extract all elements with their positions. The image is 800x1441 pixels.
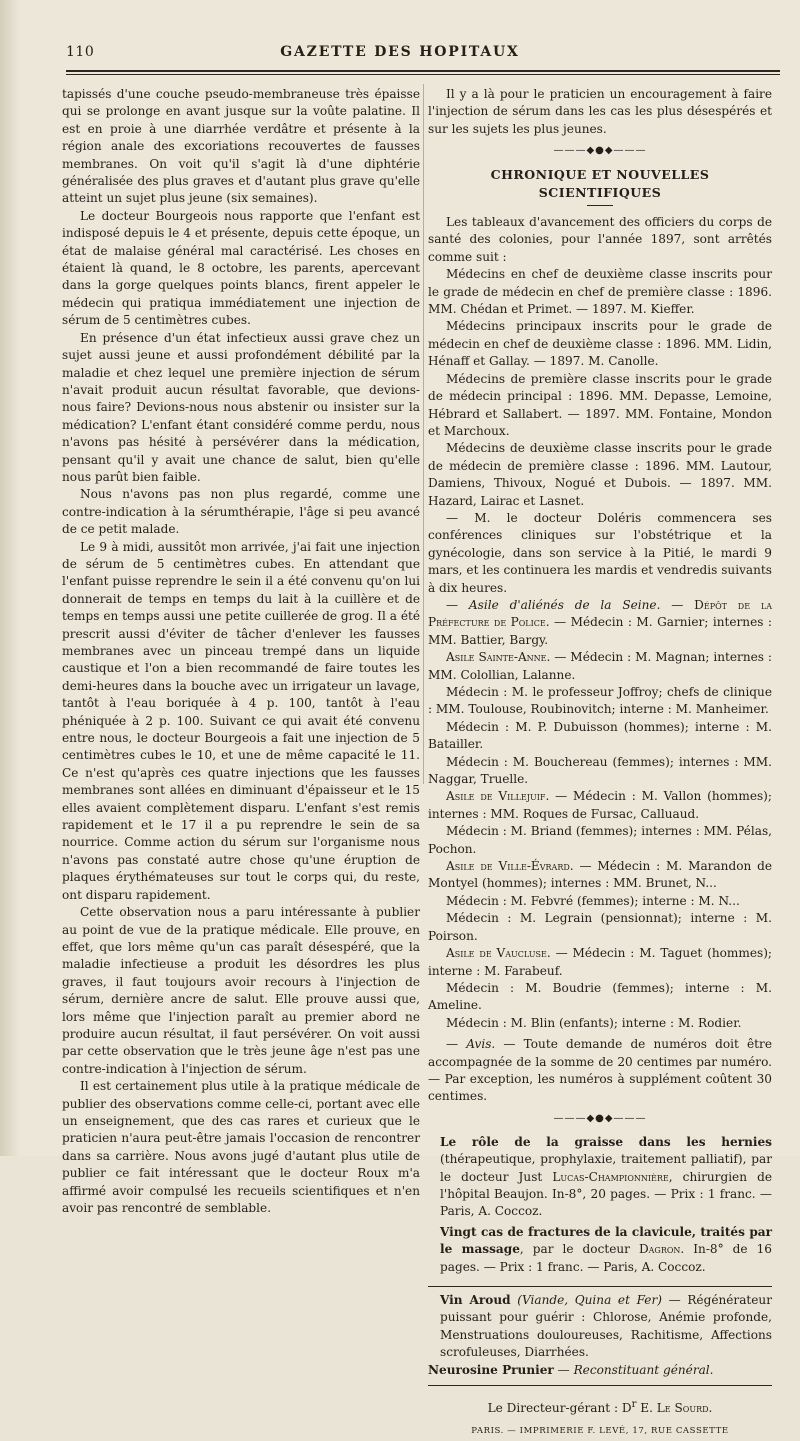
news-item: — M. le docteur Doléris commencera ses conférences cliniques sur l'obstétrique et la gynécologie, dans son service à la Pitié, le mardi 9 mars, et les continuera les mardis et vendredis suivants à dix heures.: [428, 510, 772, 595]
book-text: (thérapeutique, prophylaxie, traitement palliatif), par le docteur Just: [440, 1152, 772, 1184]
ad-product: Neurosine Prunier: [428, 1362, 554, 1377]
avis-text: — Toute demande de numéros doit être accompagnée de la somme de 20 centimes par numéro. — Par exception, les numéros à supplément coûtent 30 centimes.: [428, 1037, 772, 1104]
book-title: Le rôle de la graisse dans les hernies: [440, 1134, 772, 1149]
news-item: Les tableaux d'avancement des officiers du corps de santé des colonies, pour l'année 1897, sont arrêtés comme suit :: [428, 215, 772, 264]
article-paragraph: Le 9 à midi, aussitôt mon arrivée, j'ai fait une injection de sérum de 5 centimètres cubes. En attendant que l'enfant puisse reprendre le sein il a été convenu qu'on lui donnerait de temps en temps du lait à la cuillère et de temps en temps aussi une petite cuillerée de grog. Il a été prescrit aussi d'éviter de tâcher d'enlever les fausses membranes avec un pinceau trempé dans un liquide caustique et l'on a bien recommandé de faire toutes les demi-heures dans la bouche avec un irrigateur un lavage, tantôt à l'eau boriquée à 4 p. 100, tantôt à l'eau phéniquée à 2 p. 100. Suivant ce qui avait été convenu entre nous, le docteur Bourgeois a fait une injection de 5 centimètres cubes le 10, et une de même capacité le 11. Ce n'est qu'après ces quatre injections que les fausses membranes sont allées en diminuant d'épaisseur et le 15 elles avaient complètement disparu. L'enfant s'est remis rapidement et le 17 il a pu reprendre le sein de sa nourrice. Comme action du sérum sur l'organisme nous n'avons pas constaté autre chose qu'une éruption de plaques érythémateuses sur tout le corps qui, du reste, ont disparu rapidement.: [62, 539, 420, 902]
ad-text: — Régénérateur puissant pour guérir : Chlorose, Anémie profonde, Menstruations douloureuses, Rachitisme, Affections scrofuleuses, Diarrhées.: [440, 1293, 773, 1360]
asile-text: . — Médecin : M. Vallon (hommes); internes : MM. Roques de Fursac, Calluaud.: [428, 789, 772, 821]
asile-line: Médecin : M. Blin (enfants); interne : M. Rodier.: [446, 1015, 742, 1030]
publisher-line: [428, 1396, 772, 1417]
ornamental-rule: ———◆●◆———: [553, 1112, 647, 1124]
header-rule: [66, 70, 780, 72]
column-separator: [423, 84, 424, 784]
book-text: , par le docteur: [519, 1242, 639, 1257]
ad-vin-aroud: [428, 1292, 772, 1362]
left-column: [62, 86, 420, 1217]
asile-entry: [428, 788, 772, 823]
asile-intro: [428, 597, 772, 649]
asile-name: Asile Sainte-Anne: [446, 650, 547, 665]
asile-text: . — Médecin : M. Taguet (hommes); interne : M. Farabeuf.: [428, 946, 772, 978]
asile-name: Asile de Villejuif: [446, 789, 546, 804]
article-paragraph: tapissés d'une couche pseudo-membraneuse très épaisse qui se prolonge en avant jusque sur la voûte palatine. Il est en proie à une diarrhée verdâtre et présente à la région anale des excoriations recouvertes de fausses membranes. On voit qu'il s'agit là d'une diphtérie généralisée des plus graves et d'autant plus grave qu'elle atteint un sujet plus jeune (six semaines).: [62, 87, 420, 206]
asile-line: Médecin : M. le professeur Joffroy; chefs de clinique : MM. Toulouse, Roubinovitch; interne : M. Manheimer.: [428, 685, 772, 717]
printer-imprint: PARIS. — IMPRIMERIE F. LEVÉ, 17, RUE CASSETTE: [471, 1426, 729, 1437]
article-paragraph: En présence d'un état infectieux aussi grave chez un sujet aussi jeune et aussi profondément débilité par la maladie et chez lequel une première injection de sérum n'avait produit aucun résultat favorable, que devions-nous faire? Devions-nous nous abstenir ou insister sur la médication? L'enfant étant considéré comme perdu, nous n'avons pas hésité à persévérer dans la médication, pensant qu'il y avait une chance de salut, bien qu'elle nous parût bien faible.: [62, 330, 420, 484]
dash-text: —: [446, 1037, 467, 1052]
dash-text: —: [660, 597, 695, 612]
avis-notice: [428, 1036, 772, 1106]
avis-label: Avis.: [466, 1037, 496, 1052]
asile-line: Médecin : M. Bouchereau (femmes); internes : MM. Naggar, Truelle.: [428, 754, 772, 787]
book-author: Lucas-Championnière: [552, 1169, 669, 1184]
asile-text: . — Médecin : M. Magnan; internes : MM. Colollian, Lalanne.: [428, 650, 772, 682]
page-edge-shadow: [0, 0, 20, 1156]
right-column: [428, 86, 772, 1441]
asile-entry: [428, 945, 772, 980]
title-rule: [587, 205, 613, 206]
news-item: Médecins de première classe inscrits pour le grade de médecin principal : 1896. MM. Depasse, Lemoine, Hébrard et Sallabert. — 1897. MM. Fontaine, Mondon et Marchoux.: [428, 371, 772, 438]
ad-product: Vin Aroud: [440, 1293, 511, 1307]
advertisement-box: [428, 1286, 772, 1386]
asile-entry: [428, 649, 772, 684]
asile-heading: Asile d'aliénés de la Seine.: [468, 597, 661, 612]
asile-text: . — Médecin : M. Marandon de Montyel (hommes); internes : MM. Brunet, N...: [428, 859, 773, 891]
asile-line: Médecin : M. P. Dubuisson (hommes); interne : M. Batailler.: [428, 719, 772, 752]
gerant-sup: r: [631, 1399, 637, 1411]
asile-name: Asile de Ville-Évrard: [446, 859, 570, 874]
book-notice: [428, 1134, 772, 1221]
book-author: Dagron: [638, 1242, 681, 1257]
gerant-text: Le Directeur-gérant : D: [487, 1401, 632, 1416]
asile-name: Asile de Vaucluse: [446, 946, 547, 961]
news-item: Médecins en chef de deuxième classe inscrits pour le grade de médecin en chef de première classe : 1896. MM. Chédan et Primet. — 1897. M. Kieffer.: [428, 267, 772, 317]
asile-entry: [428, 858, 772, 893]
ornamental-rule: ———◆●◆———: [553, 145, 647, 157]
ad-subtitle: (Viande, Quina et Fer): [510, 1293, 669, 1307]
header-rule-thin: [66, 74, 780, 75]
book-text: , chirurgien de l'hôpital Beaujon. In-8°, 20 pages. — Prix : 1 franc. — Paris, A. Coccoz.: [440, 1169, 772, 1219]
ad-subtitle: — Reconstituant général.: [553, 1362, 714, 1377]
article-paragraph: Il est certainement plus utile à la pratique médicale de publier des observations comme celle-ci, portant avec elle un enseignement, que des cas rares et curieux que le praticien n'aura peut-être jamais l'occasion de rencontrer dans sa carrière. Nous avons jugé d'autant plus utile de publier ce fait intéressant que le docteur Roux m'a affirmé avoir compulsé les recueils scientifiques et n'en avoir pas rencontré de semblable.: [62, 1079, 420, 1215]
gerant-text: .: [708, 1401, 713, 1416]
news-item: Médecins de deuxième classe inscrits pour le grade de médecin de première classe : 1896. MM. Lautour, Damiens, Thivoux, Nogué et Dubois. — 1897. MM. Hazard, Lairac et Lasnet.: [428, 441, 772, 508]
asile-line: Médecin : M. Legrain (pensionnat); interne : M. Poirson.: [428, 911, 772, 943]
journal-title: GAZETTE DES HOPITAUX: [280, 44, 520, 60]
article-paragraph: Le docteur Bourgeois nous rapporte que l'enfant est indisposé depuis le 4 et présente, depuis cette époque, un état de malaise général mal caractérisé. Les choses en étaient là quand, le 8 octobre, les parents, apercevant dans la gorge quelques points blancs, firent appeler le médecin qui pratiqua immédiatement une injection de sérum de 5 centimètres cubes.: [62, 208, 420, 328]
asile-line: Médecin : M. Briand (femmes); internes : MM. Pélas, Pochon.: [428, 824, 772, 856]
depot-text: . — Médecin : M. Garnier; internes : MM. Battier, Bargy.: [428, 615, 772, 647]
asile-line: Médecin : M. Febvré (femmes); interne : M. N...: [446, 893, 740, 908]
article-paragraph: Nous n'avons pas non plus regardé, comme une contre-indication à la sérumthérapie, l'âge si peu avancé de ce petit malade.: [62, 487, 420, 537]
book-notice: [428, 1224, 772, 1276]
ad-neurosine: [428, 1362, 772, 1379]
article-paragraph: Cette observation nous a paru intéressante à publier au point de vue de la pratique médicale. Elle prouve, en effet, que lors même qu'un cas paraît désespéré, que la maladie infectieuse a produit les désordres les plus graves, il faut toujours avoir recours à l'injection de sérum, dernière ancre de salut. Elle prouve aussi que, lors même que l'injection paraît au premier abord ne produire aucun résultat, il faut persévérer. On voit aussi par cette observation que le très jeune âge n'est pas une contre-indication à l'injection de sérum.: [62, 905, 420, 1076]
book-title: Vingt cas de fractures de la clavicule, traités par le massage: [440, 1224, 772, 1257]
article-conclusion: Il y a là pour le praticien un encouragement à faire l'injection de sérum dans les cas les plus désespérés et sur les sujets les plus jeunes.: [428, 87, 772, 136]
section-title: CHRONIQUE ET NOUVELLES SCIENTIFIQUES: [490, 167, 710, 200]
depot-label: Dépôt de la Préfecture de Police: [428, 597, 772, 630]
dash-text: —: [446, 597, 469, 612]
book-text: . In-8° de 16 pages. — Prix : 1 franc. — Paris, A. Coccoz.: [440, 1242, 772, 1274]
page-header: [0, 0, 800, 70]
gerant-text: E.: [636, 1401, 657, 1416]
gerant-name: Le Sourd: [656, 1401, 709, 1416]
news-item: Médecins principaux inscrits pour le grade de médecin en chef de deuxième classe : 1896. MM. Lidin, Hénaff et Gallay. — 1897. M. Canolle.: [428, 319, 772, 369]
asile-line: Médecin : M. Boudrie (femmes); interne : M. Ameline.: [428, 980, 772, 1013]
page-number: 110: [66, 44, 95, 60]
